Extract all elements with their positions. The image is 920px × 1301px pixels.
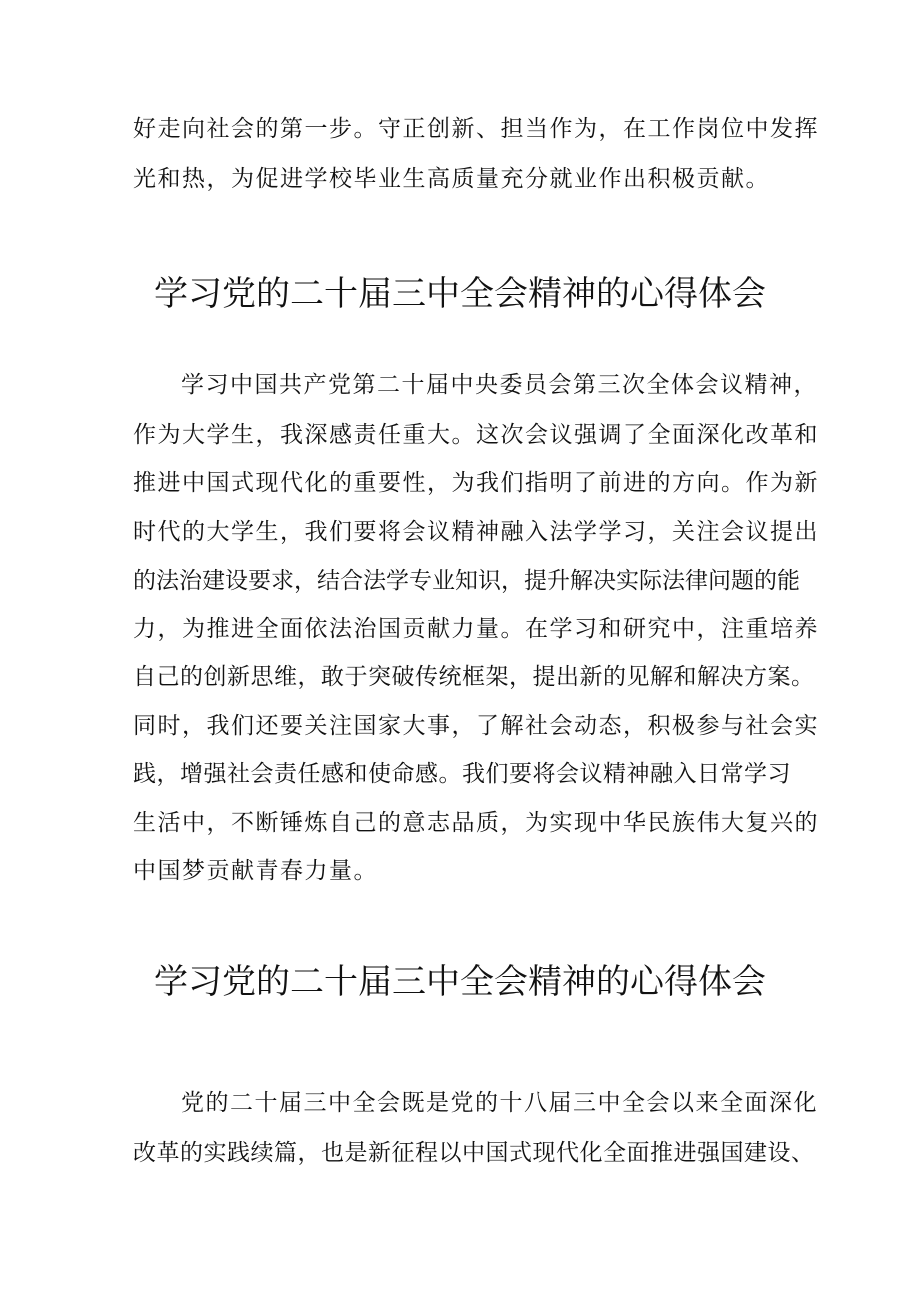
section-1-line-11: 中国梦贡献青春力量。 [133,858,378,884]
section-2-line-1: 党的二十届三中全会既是党的十八届三中全会以来全面深化 [181,1090,818,1116]
intro-line-1: 好走向社会的第一步。守正创新、担当作为，在工作岗位中发挥 [133,116,819,142]
section-1-line-2: 作为大学生，我深感责任重大。这次会议强调了全面深化改革和 [133,422,819,448]
section-1-line-3: 推进中国式现代化的重要性，为我们指明了前进的方向。作为新 [133,470,819,496]
section-1-heading: 学习党的二十届三中全会精神的心得体会 [154,274,766,314]
section-2-heading: 学习党的二十届三中全会精神的心得体会 [154,962,766,1002]
intro-line-2: 光和热，为促进学校毕业生高质量充分就业作出积极贡献。 [133,166,770,192]
section-1-line-8: 同时，我们还要关注国家大事，了解社会动态，积极参与社会实 [133,713,819,739]
section-1-line-1: 学习中国共产党第二十届中央委员会第三次全体会议精神， [181,372,818,398]
section-2-line-2: 改革的实践续篇，也是新征程以中国式现代化全面推进强国建设、 [133,1140,815,1166]
section-1-line-10: 生活中，不断锤炼自己的意志品质，为实现中华民族伟大复兴的 [133,810,819,836]
section-1-line-4: 时代的大学生，我们要将会议精神融入法学学习，关注会议提出 [133,519,819,545]
section-1-line-9: 践，增强社会责任感和使命感。我们要将会议精神融入日常学习 [133,761,791,787]
section-1-line-7: 自己的创新思维，敢于突破传统框架，提出新的见解和解决方案。 [133,664,815,690]
section-1-line-5: 的法治建设要求，结合法学专业知识，提升解决实际法律问题的能 [133,568,800,594]
section-1-line-6: 力，为推进全面依法治国贡献力量。在学习和研究中，注重培养 [133,616,819,642]
